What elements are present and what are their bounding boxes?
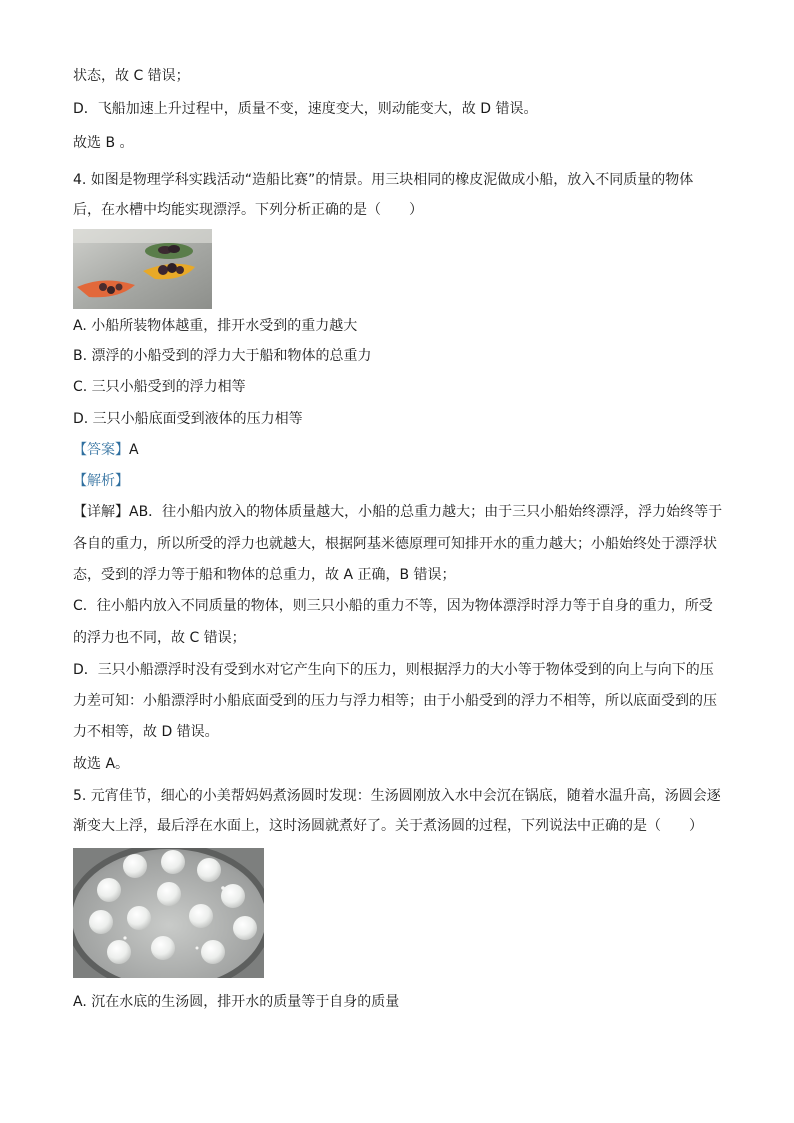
detail-line: 各自的重力，所以所受的浮力也就越大，根据阿基米德原理可知排开水的重力越大；小船始终处于漂浮状 bbox=[73, 536, 717, 552]
analysis-tag: 【解析】 bbox=[73, 473, 129, 489]
detail-text: AB．往小船内放入的物体质量越大，小船的总重力越大；由于三只小船始终漂浮，浮力始终等于 bbox=[129, 504, 723, 520]
detail-line bbox=[73, 502, 722, 522]
answer-value: A bbox=[129, 442, 139, 458]
q4-stem-line: 后，在水槽中均能实现漂浮。下列分析正确的是（ ） bbox=[73, 202, 423, 218]
analysis-line bbox=[73, 471, 129, 491]
detail-tag: 【详解】 bbox=[73, 504, 129, 520]
detail-line: C．往小船内放入不同质量的物体，则三只小船的重力不等，因为物体漂浮时浮力等于自身的重力，所受 bbox=[73, 598, 713, 614]
prev-option-d: D．飞船加速上升过程中，质量不变，速度变大，则动能变大，故 D 错误。 bbox=[73, 101, 538, 117]
detail-line: 的浮力也不同，故 C 错误； bbox=[73, 630, 246, 646]
answer-tag: 【答案】 bbox=[73, 442, 129, 458]
q4-option-b: B. 漂浮的小船受到的浮力大于船和物体的总重力 bbox=[73, 348, 372, 364]
q5-stem-line: 渐变大上浮，最后浮在水面上，这时汤圆就煮好了。关于煮汤圆的过程，下列说法中正确的是（ ） bbox=[73, 818, 703, 834]
q4-stem-line: 4. 如图是物理学科实践活动“造船比赛”的情景。用三块相同的橡皮泥做成小船，放入不同质量的物体 bbox=[73, 172, 694, 188]
tangyuan-pot-photo bbox=[73, 848, 264, 978]
prev-text-line: 状态，故 C 错误； bbox=[73, 68, 190, 84]
q5-option-a: A. 沉在水底的生汤圆，排开水的质量等于自身的质量 bbox=[73, 994, 400, 1010]
q4-option-c: C. 三只小船受到的浮力相等 bbox=[73, 379, 246, 395]
q5-stem-line: 5. 元宵佳节，细心的小美帮妈妈煮汤圆时发现：生汤圆刚放入水中会沉在锅底，随着水温升高，汤圆会逐 bbox=[73, 788, 721, 804]
q4-option-d: D. 三只小船底面受到液体的压力相等 bbox=[73, 411, 303, 427]
prev-conclusion: 故选 B 。 bbox=[73, 135, 134, 151]
detail-line: 态，受到的浮力等于船和物体的总重力，故 A 正确，B 错误； bbox=[73, 567, 456, 583]
detail-line: 力差可知：小船漂浮时小船底面受到的压力与浮力相等；由于小船受到的浮力不相等，所以底面受到的压 bbox=[73, 693, 717, 709]
detail-line: D．三只小船漂浮时没有受到水对它产生向下的压力，则根据浮力的大小等于物体受到的向上与向下的压 bbox=[73, 662, 714, 678]
q4-option-a: A. 小船所装物体越重，排开水受到的重力越大 bbox=[73, 318, 358, 334]
detail-line: 力不相等，故 D 错误。 bbox=[73, 724, 219, 740]
clay-boats-photo bbox=[73, 229, 212, 309]
answer-line bbox=[73, 440, 139, 460]
q4-conclusion: 故选 A。 bbox=[73, 756, 130, 772]
